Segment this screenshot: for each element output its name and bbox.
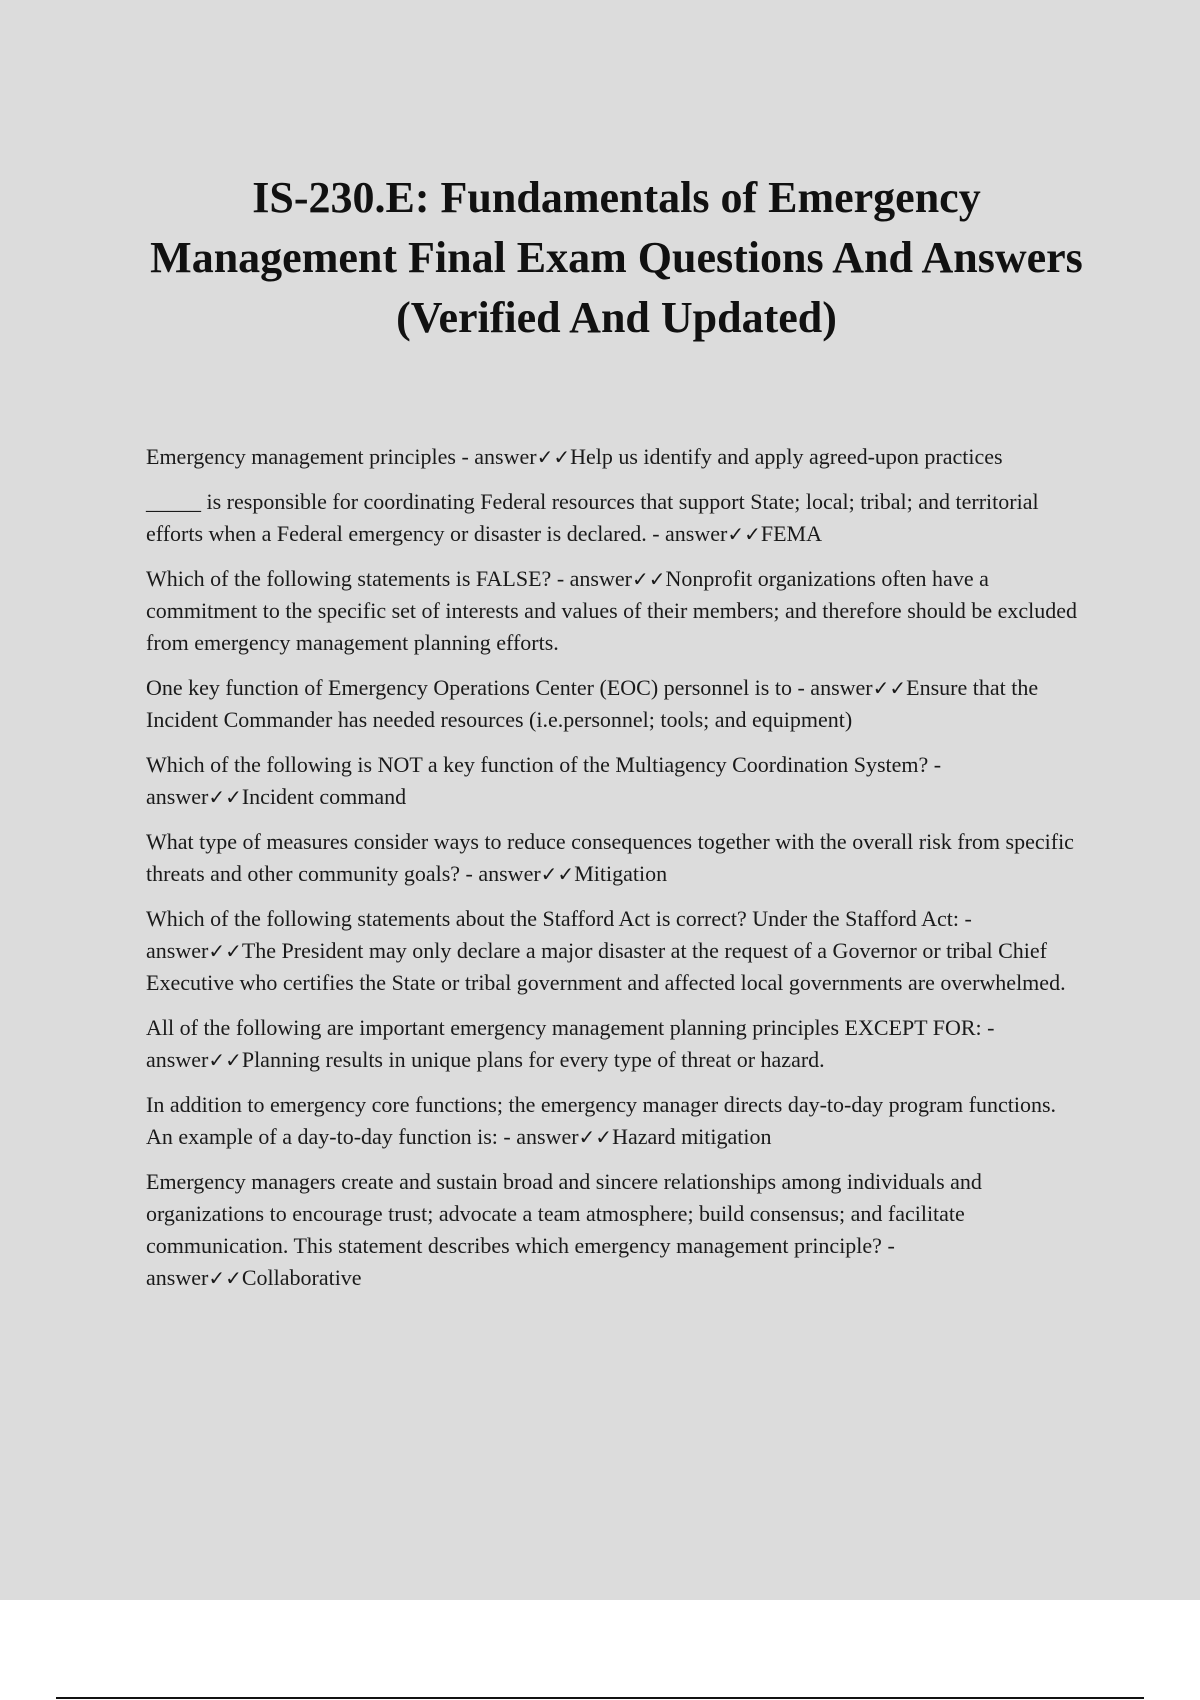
question-text: Which of the following statements is FALSE? — [146, 566, 552, 591]
check-marks-icon: ✓✓ — [540, 862, 575, 886]
footer-divider — [56, 1697, 1144, 1699]
answer-text: Help us identify and apply agreed-upon practices — [570, 444, 1003, 469]
question-text: Emergency management principles — [146, 444, 456, 469]
check-marks-icon: ✓✓ — [208, 1266, 242, 1290]
check-marks-icon: ✓✓ — [208, 1048, 242, 1072]
question-text: All of the following are important emergency management planning principles EXCEPT FOR: — [146, 1015, 982, 1040]
qa-list — [146, 441, 1086, 1307]
check-marks-icon: ✓✓ — [578, 1125, 613, 1149]
check-marks-icon: ✓✓ — [208, 785, 242, 809]
answer-marker: - answer — [146, 752, 942, 809]
qa-item — [146, 903, 1086, 999]
answer-marker: - answer — [556, 566, 632, 591]
qa-item — [146, 826, 1086, 890]
qa-item — [146, 1166, 1086, 1294]
answer-marker: - answer — [503, 1124, 579, 1149]
qa-item — [146, 1012, 1086, 1076]
answer-text: Incident command — [241, 784, 407, 809]
answer-marker: - answer — [146, 1233, 895, 1290]
answer-marker: - answer — [465, 861, 541, 886]
answer-text: Ensure that the Incident Commander has needed resources (i.e.personnel; tools; and equipment) — [146, 675, 1039, 732]
answer-text: The President may only declare a major disaster at the request of a Governor or tribal Chief Executive who certifies the State or tribal government and affected local governments are overwhelmed. — [146, 938, 1066, 995]
answer-marker: - answer — [461, 444, 537, 469]
qa-item — [146, 486, 1086, 550]
question-text: What type of measures consider ways to reduce consequences together with the overall risk from specific threats and other community goals? — [146, 829, 1074, 886]
check-marks-icon: ✓✓ — [536, 445, 571, 469]
answer-text: FEMA — [760, 521, 822, 546]
document-title: IS-230.E: Fundamentals of Emergency Management Final Exam Questions And Answers (Verified And Updated) — [150, 173, 1083, 342]
qa-item — [146, 1089, 1086, 1153]
check-marks-icon: ✓✓ — [631, 567, 666, 591]
answer-marker: - answer — [146, 1015, 995, 1072]
qa-item — [146, 441, 1086, 473]
answer-text: Nonprofit organizations often have a commitment to the specific set of interests and values of their members; and therefore should be excluded from emergency management planning efforts. — [146, 566, 1078, 655]
qa-item — [146, 672, 1086, 736]
question-text: Emergency managers create and sustain broad and sincere relationships among individuals and organizations to encourage trust; advocate a team atmosphere; build consensus; and facilitate communication. This statement describes which emergency management principle? — [146, 1169, 982, 1258]
check-marks-icon: ✓✓ — [727, 522, 761, 546]
answer-text: Mitigation — [574, 861, 668, 886]
check-marks-icon: ✓✓ — [208, 939, 242, 963]
question-text: _____ is responsible for coordinating Federal resources that support State; local; tribal; and territorial efforts when a Federal emergency or disaster is declared. — [146, 489, 1039, 546]
answer-text: Planning results in unique plans for every type of threat or hazard. — [241, 1047, 825, 1072]
question-text: Which of the following statements about the Stafford Act is correct? Under the Stafford Act: — [146, 906, 959, 931]
qa-item — [146, 563, 1086, 659]
question-text: In addition to emergency core functions; the emergency manager directs day-to-day program functions. An example of a day-to-day function is: — [146, 1092, 1057, 1149]
answer-marker: - answer — [652, 521, 728, 546]
question-text: One key function of Emergency Operations Center (EOC) personnel is to — [146, 675, 792, 700]
check-marks-icon: ✓✓ — [872, 676, 907, 700]
answer-marker: - answer — [797, 675, 873, 700]
answer-text: Hazard mitigation — [612, 1124, 772, 1149]
answer-text: Collaborative — [241, 1265, 362, 1290]
qa-item — [146, 749, 1086, 813]
answer-marker: - answer — [146, 906, 972, 963]
question-text: Which of the following is NOT a key function of the Multiagency Coordination System? — [146, 752, 929, 777]
